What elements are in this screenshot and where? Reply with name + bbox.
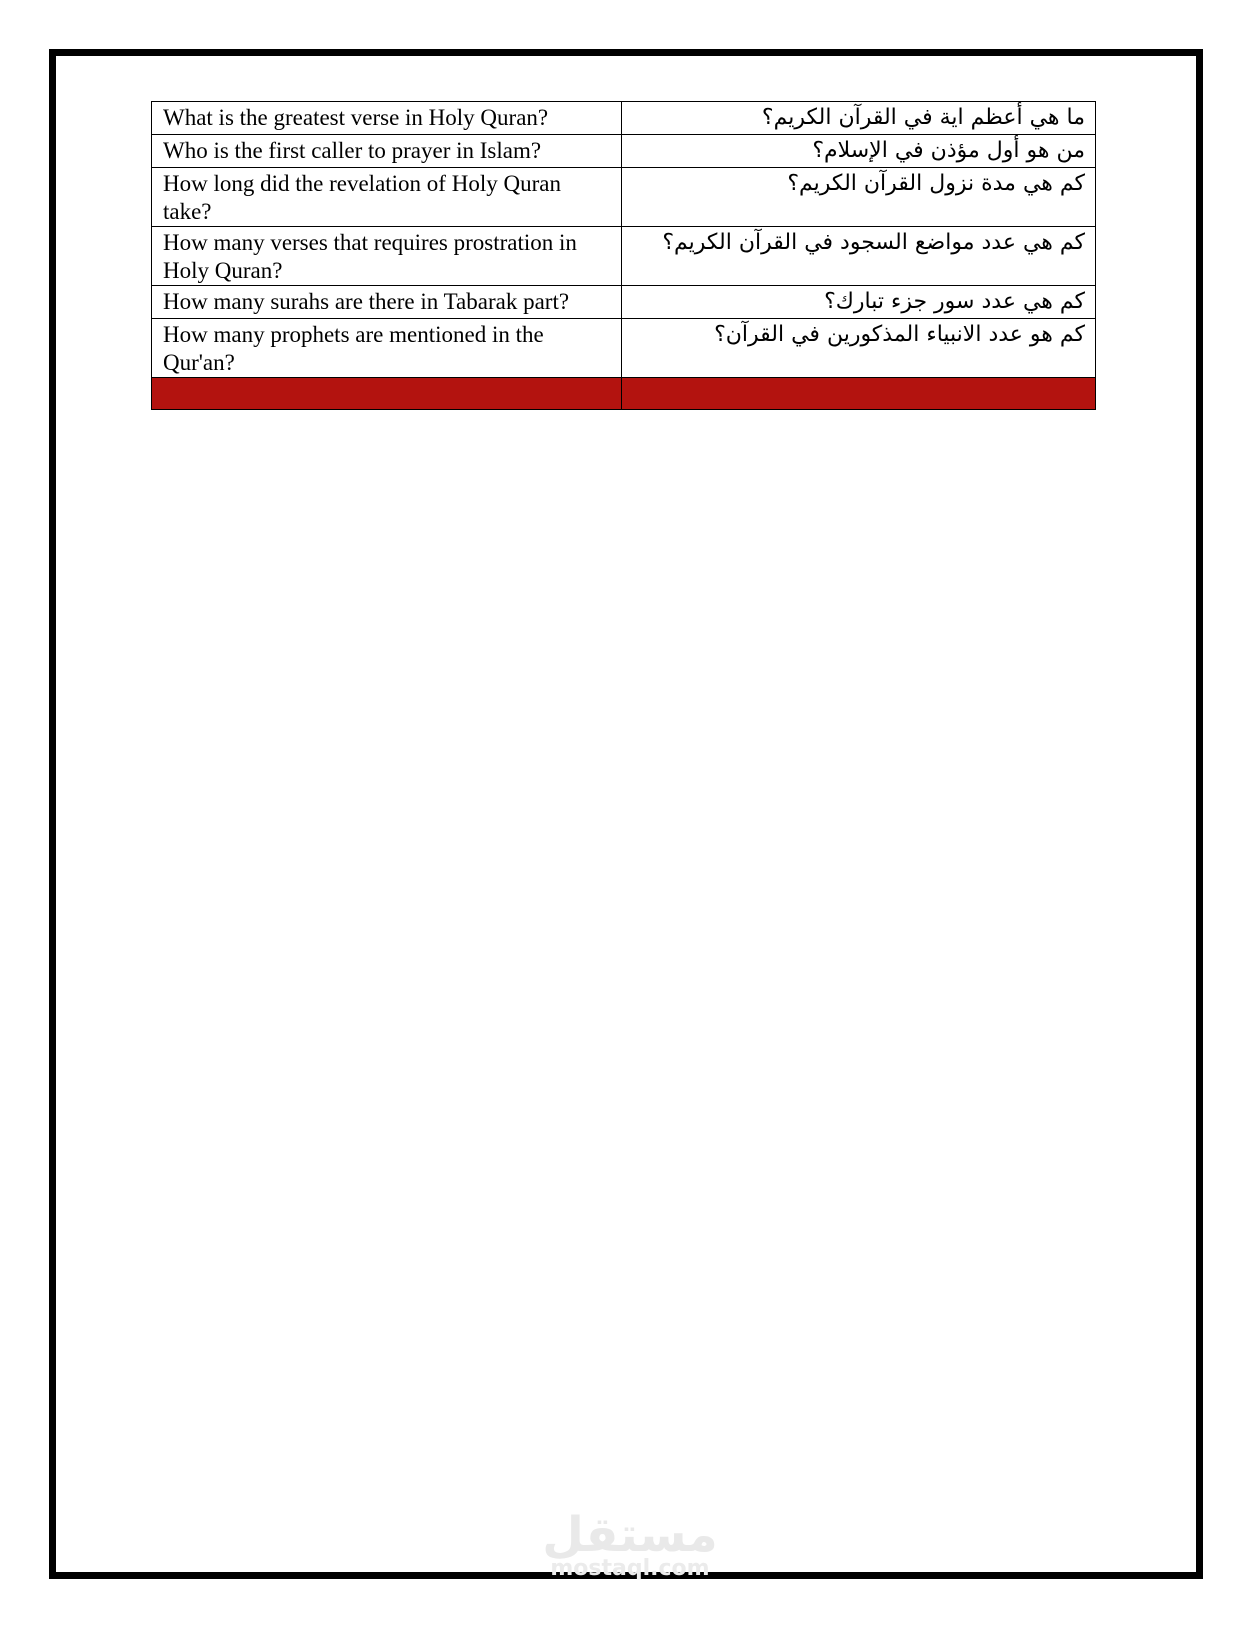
question-english: Who is the first caller to prayer in Islam? [152, 135, 622, 168]
table-row [152, 286, 1096, 319]
question-arabic: كم هو عدد الانبياء المذكورين في القرآن؟ [622, 319, 1096, 378]
question-english: What is the greatest verse in Holy Quran? [152, 102, 622, 135]
table-row [152, 227, 1096, 286]
question-english: How many verses that requires prostration in Holy Quran? [152, 227, 622, 286]
table-row [152, 102, 1096, 135]
questions-table [151, 101, 1096, 410]
question-english: How many prophets are mentioned in the Qur'an? [152, 319, 622, 378]
question-arabic: كم هي عدد سور جزء تبارك؟ [622, 286, 1096, 319]
table-row [152, 319, 1096, 378]
accent-cell-right [622, 378, 1096, 410]
question-english: How many surahs are there in Tabarak part? [152, 286, 622, 319]
accent-cell-left [152, 378, 622, 410]
accent-row [152, 378, 1096, 410]
question-english: How long did the revelation of Holy Quran take? [152, 168, 622, 227]
watermark-site: mostaql.com [550, 1556, 710, 1581]
question-arabic: من هو أول مؤذن في الإسلام؟ [622, 135, 1096, 168]
question-arabic: ما هي أعظم اية في القرآن الكريم؟ [622, 102, 1096, 135]
question-arabic: كم هي عدد مواضع السجود في القرآن الكريم؟ [622, 227, 1096, 286]
question-arabic: كم هي مدة نزول القرآن الكريم؟ [622, 168, 1096, 227]
table-row [152, 168, 1096, 227]
table-row [152, 135, 1096, 168]
watermark-logo: مستقل [542, 1507, 718, 1563]
